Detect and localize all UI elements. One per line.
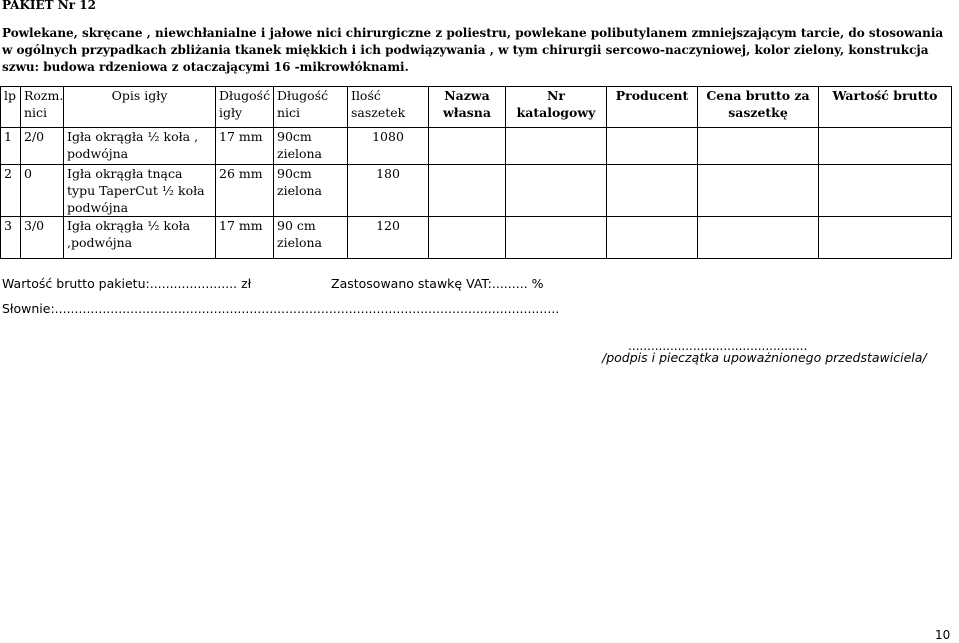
cell-unit-price[interactable]	[698, 128, 819, 165]
package-value-line: Wartość brutto pakietu:...................... zł	[2, 276, 252, 291]
col-needle-description: Opis igły	[64, 87, 216, 128]
cell-quantity: 120	[348, 217, 429, 259]
cell-quantity: 180	[348, 165, 429, 217]
col-thread-length: Długość nici	[274, 87, 348, 128]
cell-unit-price[interactable]	[698, 217, 819, 259]
col-unit-price: Cena brutto za saszetkę	[698, 87, 819, 128]
items-table	[0, 86, 952, 259]
package-description: Powlekane, skręcane , niewchłanialne i jałowe nici chirurgiczne z poliestru, powlekane polibutylanem zmniejszającym tarcie, do stosowania w ogólnych przypadkach zbliżania tkanek miękkich i ich podwiązywania , w tym chirurgii sercowo-naczyniowej, kolor zielony, konstrukcja szwu: budowa rdzeniowa z otaczającymi 16 -mikrowłóknami.	[2, 26, 944, 74]
cell-total-value[interactable]	[819, 217, 952, 259]
cell-producer[interactable]	[607, 128, 698, 165]
table-header-row	[1, 87, 952, 128]
cell-total-value[interactable]	[819, 128, 952, 165]
cell-producer[interactable]	[607, 165, 698, 217]
cell-own-name[interactable]	[429, 217, 506, 259]
cell-size: 3/0	[21, 217, 64, 259]
col-own-name: Nazwa własna	[429, 87, 506, 128]
page-number: 10	[935, 628, 951, 642]
page-title: PAKIET Nr 12	[2, 0, 96, 12]
cell-thread-length: 90cm zielona	[274, 128, 348, 165]
col-total-value: Wartość brutto	[819, 87, 952, 128]
cell-quantity: 1080	[348, 128, 429, 165]
cell-lp: 1	[1, 128, 21, 165]
signature-caption: /podpis i pieczątka upoważnionego przedstawiciela/	[602, 350, 927, 365]
cell-needle-description: Igła okrągła tnąca typu TaperCut ½ koła podwójna	[64, 165, 216, 217]
cell-needle-description: Igła okrągła ½ koła ,podwójna	[64, 217, 216, 259]
amount-in-words-line: Słownie:...............................................................................................................................	[2, 301, 560, 316]
col-size: Rozm. nici	[21, 87, 64, 128]
vat-rate-line: Zastosowano stawkę VAT:......... %	[331, 276, 544, 291]
col-catalog-number: Nr katalogowy	[506, 87, 607, 128]
signature-line: ...............................................	[628, 339, 808, 353]
col-producer: Producent	[607, 87, 698, 128]
table-row	[1, 217, 952, 259]
cell-producer[interactable]	[607, 217, 698, 259]
cell-unit-price[interactable]	[698, 165, 819, 217]
cell-total-value[interactable]	[819, 165, 952, 217]
col-needle-length: Długość igły	[216, 87, 274, 128]
cell-catalog-number[interactable]	[506, 217, 607, 259]
cell-needle-length: 17 mm	[216, 217, 274, 259]
table-row	[1, 128, 952, 165]
cell-thread-length: 90 cm zielona	[274, 217, 348, 259]
cell-needle-length: 17 mm	[216, 128, 274, 165]
cell-size: 0	[21, 165, 64, 217]
cell-size: 2/0	[21, 128, 64, 165]
cell-own-name[interactable]	[429, 128, 506, 165]
col-quantity: Ilość saszetek	[348, 87, 429, 128]
cell-thread-length: 90cm zielona	[274, 165, 348, 217]
cell-needle-length: 26 mm	[216, 165, 274, 217]
cell-lp: 2	[1, 165, 21, 217]
cell-lp: 3	[1, 217, 21, 259]
cell-needle-description: Igła okrągła ½ koła , podwójna	[64, 128, 216, 165]
col-lp: lp	[1, 87, 21, 128]
table-row	[1, 165, 952, 217]
cell-catalog-number[interactable]	[506, 128, 607, 165]
cell-catalog-number[interactable]	[506, 165, 607, 217]
cell-own-name[interactable]	[429, 165, 506, 217]
